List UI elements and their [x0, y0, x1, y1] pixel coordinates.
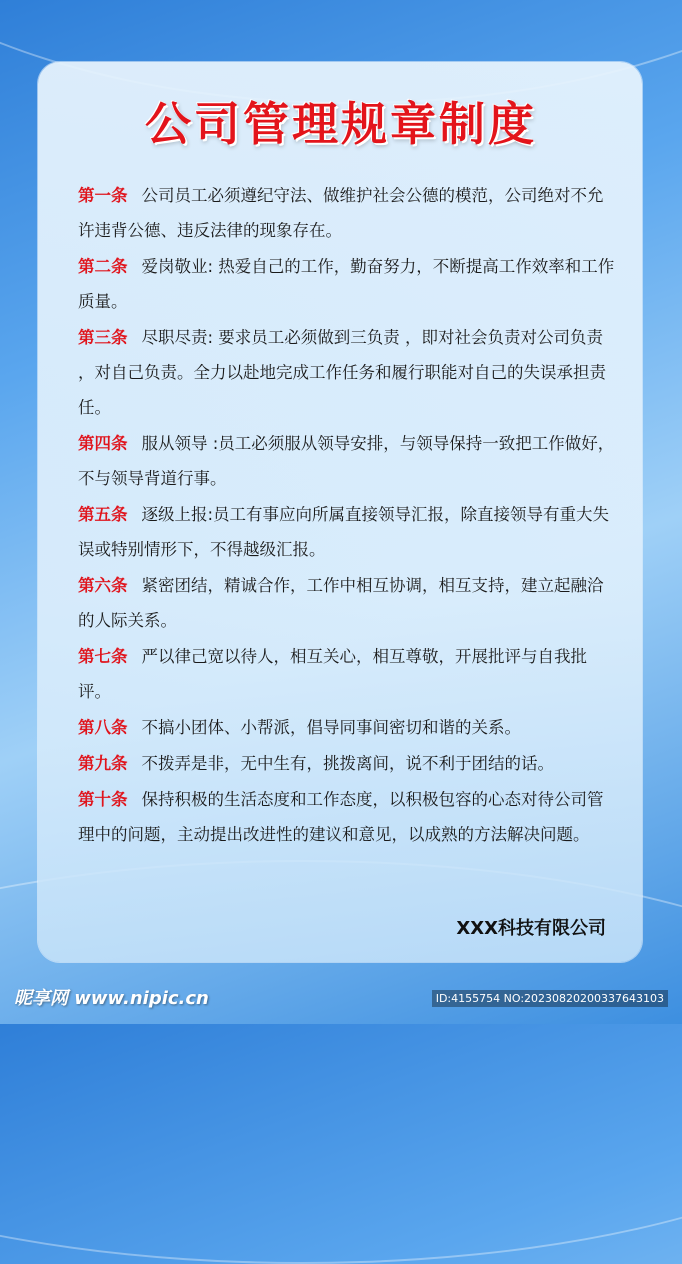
- article-item: [78, 426, 618, 496]
- article-number: 第二条: [78, 257, 128, 276]
- article-item: [78, 746, 618, 781]
- company-name: XXX科技有限公司: [456, 918, 606, 939]
- article-item: [78, 639, 618, 709]
- article-text: 尽职尽责: 要求员工必须做到三负责 ，即对社会负责对公司负责 ，对自己负责。全力以赴地完成工作任务和履行职能对自己的失误承担责任。: [78, 328, 606, 417]
- articles-list: [78, 178, 618, 853]
- article-number: 第四条: [78, 434, 128, 453]
- article-item: [78, 710, 618, 745]
- article-item: [78, 782, 618, 852]
- article-number: 第九条: [78, 754, 128, 773]
- article-text: 不拨弄是非，无中生有，挑拨离间，说不利于团结的话。: [141, 754, 554, 773]
- article-text: 紧密团结，精诚合作，工作中相互协调，相互支持，建立起融洽的人际关系。: [78, 576, 604, 630]
- image-id-label: ID:4155754 NO:20230820200337643103: [432, 990, 668, 1007]
- article-number: 第八条: [78, 718, 128, 737]
- article-text: 严以律己宽以待人，相互关心，相互尊敬，开展批评与自我批评。: [78, 647, 587, 701]
- article-text: 公司员工必须遵纪守法、做维护社会公德的模范，公司绝对不允许违背公德、违反法律的现象存在。: [78, 186, 604, 240]
- article-item: [78, 320, 618, 425]
- article-number: 第三条: [78, 328, 128, 347]
- article-number: 第一条: [78, 186, 128, 205]
- watermark-logo: 昵享网 www.nipic.cn: [14, 988, 209, 1009]
- article-text: 服从领导 :员工必须服从领导安排，与领导保持一致把工作做好，不与领导背道行事。: [78, 434, 615, 488]
- article-text: 爱岗敬业: 热爱自己的工作，勤奋努力，不断提高工作效率和工作质量。: [78, 257, 615, 311]
- article-text: 不搞小团体、小帮派，倡导同事间密切和谐的关系。: [141, 718, 521, 737]
- page-title: 公司管理规章制度: [145, 97, 537, 151]
- article-item: [78, 568, 618, 638]
- article-number: 第七条: [78, 647, 128, 666]
- article-number: 第五条: [78, 505, 128, 524]
- article-item: [78, 178, 618, 248]
- article-text: 保持积极的生活态度和工作态度，以积极包容的心态对待公司管理中的问题，主动提出改进性的建议和意见，以成熟的方法解决问题。: [78, 790, 604, 844]
- article-text: 逐级上报:员工有事应向所属直接领导汇报，除直接领导有重大失误或特别情形下，不得越级汇报。: [78, 505, 610, 559]
- article-item: [78, 497, 618, 567]
- article-number: 第十条: [78, 790, 128, 809]
- article-item: [78, 249, 618, 319]
- article-number: 第六条: [78, 576, 128, 595]
